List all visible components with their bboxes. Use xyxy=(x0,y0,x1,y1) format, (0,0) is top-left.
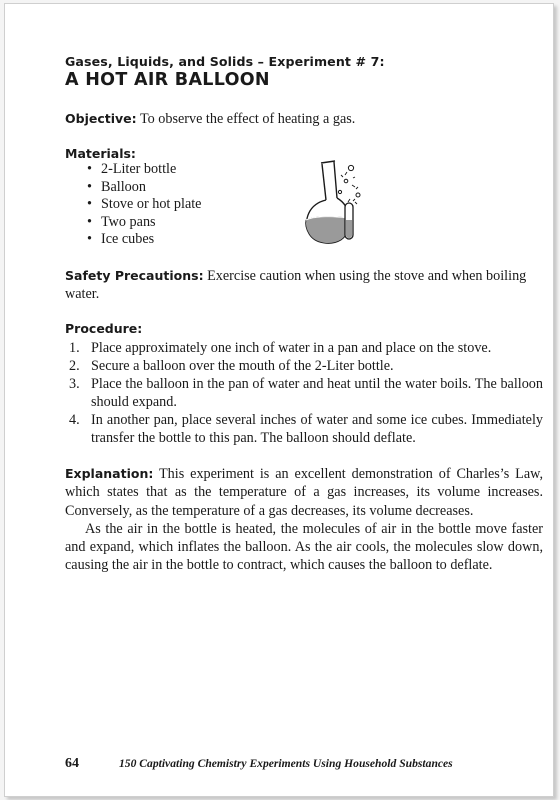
list-item: • Balloon xyxy=(87,178,146,195)
page-footer xyxy=(65,755,535,772)
step-text: Place approximately one inch of water in a pan and place on the stove. xyxy=(91,339,492,356)
page-content xyxy=(65,54,543,575)
list-item: • Stove or hot plate xyxy=(87,196,202,213)
page-number: 64 xyxy=(65,756,79,771)
materials-section xyxy=(65,146,543,249)
explanation-paragraph: Explanation: This experiment is an excellent demonstration of Charles’s Law, which states that as the temperature of a gas increases, its volume increases. Conversely, as the temperature of a gas decreases, its volume decreases. xyxy=(65,465,543,519)
procedure-label: Procedure: xyxy=(65,320,143,336)
objective-section xyxy=(65,110,543,128)
book-title: 150 Captivating Chemistry Experiments Using Household Substances xyxy=(119,757,453,770)
procedure-section xyxy=(65,321,543,447)
objective-label: Objective: xyxy=(65,111,137,126)
bullet-icon: • xyxy=(87,213,92,230)
document-page xyxy=(4,3,554,797)
step-text: In another pan, place several inches of water and some ice cubes. Immediately transfer the bottle to this pan. The balloon should deflate. xyxy=(91,411,543,446)
list-item xyxy=(69,411,543,447)
bullet-icon: • xyxy=(87,196,92,213)
explanation-label: Explanation: xyxy=(65,465,154,481)
list-item: • Ice cubes xyxy=(87,231,155,248)
safety-label: Safety Precautions: xyxy=(65,267,204,283)
materials-label: Materials: xyxy=(65,146,136,161)
procedure-list xyxy=(65,339,543,447)
step-number: 1. xyxy=(69,339,80,356)
safety-section xyxy=(65,267,543,303)
step-text: Secure a balloon over the mouth of the 2-Liter bottle. xyxy=(91,357,394,374)
list-item xyxy=(69,375,543,411)
experiment-series-heading: Gases, Liquids, and Solids – Experiment # 7: xyxy=(65,54,385,69)
bullet-icon: • xyxy=(87,178,92,195)
objective-text: To observe the effect of heating a gas. xyxy=(139,111,356,127)
list-item xyxy=(69,339,543,357)
flask-and-test-tube-icon xyxy=(301,158,371,250)
explanation-section xyxy=(65,465,543,575)
step-text: Place the balloon in the pan of water and heat until the water boils. The balloon should expand. xyxy=(91,375,543,410)
list-item: • 2-Liter bottle xyxy=(87,161,177,177)
list-item xyxy=(69,357,543,375)
list-item: • Two pans xyxy=(87,213,156,230)
bullet-icon: • xyxy=(87,231,92,248)
explanation-paragraph: As the air in the bottle is heated, the molecules of air in the bottle move faster and expand, which inflates the balloon. As the air cools, the molecules slow down, causing the air in the bottle to contract, which causes the balloon to deflate. xyxy=(65,520,543,574)
step-number: 3. xyxy=(69,375,80,392)
bullet-icon: • xyxy=(87,161,92,177)
safety-text: Exercise caution when using the stove and when boiling water. xyxy=(65,267,527,302)
step-number: 4. xyxy=(69,411,80,428)
step-number: 2. xyxy=(69,357,80,374)
experiment-title: A HOT AIR BALLOON xyxy=(65,70,270,90)
